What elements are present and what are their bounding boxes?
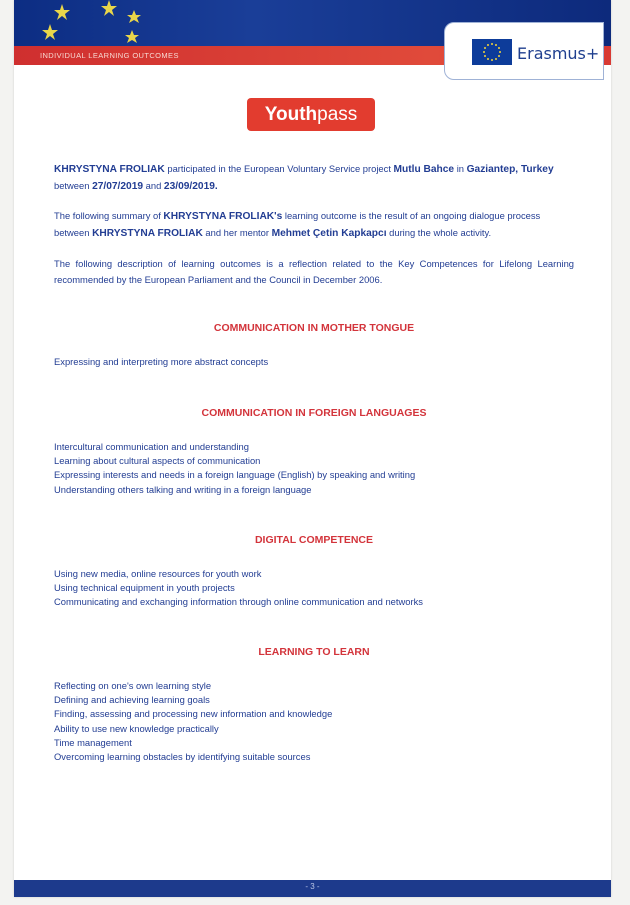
intro-text: and: [143, 180, 164, 191]
list-digital-competence: [54, 567, 574, 610]
list-item: Finding, assessing and processing new information and knowledge: [54, 708, 333, 720]
intro-paragraph-3: The following description of learning outcomes is a reflection related to the Key Competences for Lifelong Learning recommended by the European Parliament and the Council in December 2006.: [54, 258, 574, 285]
intro-text: in: [454, 163, 467, 174]
youthpass-bold: Youth: [264, 104, 318, 125]
list-item: Using new media, online resources for youth work: [54, 568, 262, 579]
list-learning-to-learn: [54, 679, 574, 764]
intro-text: participated in the European Voluntary Service project: [164, 163, 394, 174]
band-label: INDIVIDUAL LEARNING OUTCOMES: [40, 51, 179, 60]
list-item: Using technical equipment in youth projects: [54, 582, 235, 594]
list-item: Time management: [54, 736, 132, 748]
list-foreign-languages: [54, 440, 574, 497]
list-item: Communicating and exchanging information through online communication and networks: [54, 596, 423, 608]
section-title-mother-tongue: COMMUNICATION IN MOTHER TONGUE: [213, 322, 415, 334]
section-title-digital-competence: DIGITAL COMPETENCE: [254, 534, 374, 546]
mentor-name: Mehmet Çetin Kapkapcı: [271, 228, 387, 239]
intro-text: The following summary of: [54, 210, 164, 221]
list-item: Defining and achieving learning goals: [54, 694, 210, 706]
start-date: 27/07/2019: [92, 181, 144, 192]
intro-text: during the whole activity.: [386, 227, 492, 238]
list-item: Ability to use new knowledge practically: [54, 722, 219, 734]
end-date: 23/09/2019.: [163, 181, 218, 192]
participant-name: KHRYSTYNA FROLIAK: [54, 164, 165, 175]
youthpass-light: pass: [317, 104, 358, 125]
project-place: Gaziantep, Turkey: [466, 164, 554, 175]
list-item: Expressing and interpreting more abstract concepts: [54, 356, 269, 367]
intro-paragraph-1: [54, 161, 574, 195]
intro-text: between: [54, 180, 93, 191]
eu-flag-icon: [472, 39, 512, 65]
erasmus-brand: Erasmus+: [517, 44, 600, 63]
list-item: Overcoming learning obstacles by identifying suitable sources: [54, 751, 311, 763]
list-item: Learning about cultural aspects of communication: [54, 455, 261, 467]
participant-name: KHRYSTYNA FROLIAK: [92, 228, 203, 239]
participant-name-possessive: KHRYSTYNA FROLIAK's: [163, 211, 283, 222]
intro-text: and her mentor: [202, 227, 272, 238]
intro-text: learning outcome is the result of an ongoing dialogue process between: [54, 210, 541, 238]
list-item: Understanding others talking and writing in a foreign language: [54, 483, 312, 495]
list-item: Reflecting on one's own learning style: [54, 680, 212, 691]
eu-stars-decoration: [14, 0, 164, 46]
intro-paragraph-2: [54, 208, 574, 242]
project-name: Mutlu Bahce: [393, 164, 455, 175]
youthpass-badge: [247, 98, 375, 131]
list-item: Expressing interests and needs in a foreign language (English) by speaking and writing: [54, 469, 416, 481]
list-item: Intercultural communication and understanding: [54, 441, 249, 452]
section-title-foreign-languages: COMMUNICATION IN FOREIGN LANGUAGES: [201, 407, 427, 419]
page-number: - 3 -: [305, 882, 320, 891]
list-mother-tongue: [54, 355, 574, 369]
section-title-learning-to-learn: LEARNING TO LEARN: [258, 646, 370, 658]
